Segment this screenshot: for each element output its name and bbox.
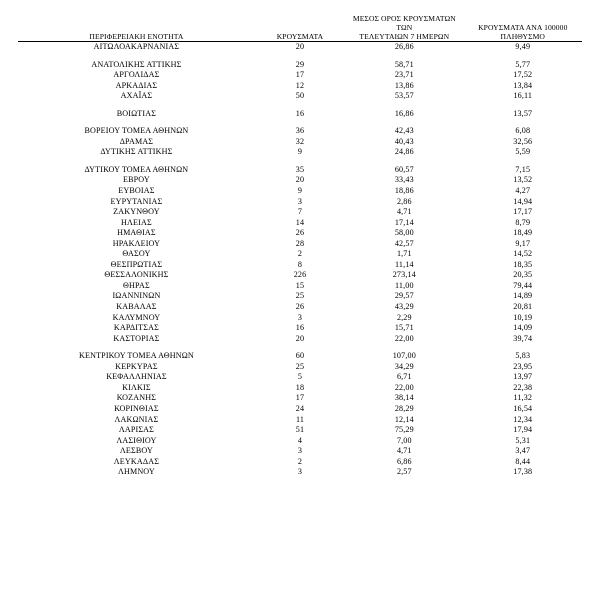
table-row: [18, 351, 582, 362]
cell-region-name: ΙΩΑΝΝΙΝΩΝ: [112, 291, 161, 301]
column-header-per100k-line2: ΠΛΗΘΥΣΜΟ: [500, 32, 546, 41]
table-row: [18, 60, 582, 71]
cell-per100k: 18,49: [513, 228, 533, 238]
cell-region-name: ΑΡΚΑΔΙΑΣ: [115, 80, 158, 90]
cell-cases: 51: [295, 425, 305, 435]
cell-per100k: 5,31: [515, 435, 531, 445]
cell-avg7: 11,00: [394, 280, 414, 290]
table-row: [18, 81, 582, 92]
cell-region-name: ΕΒΡΟΥ: [122, 175, 150, 185]
cell-cases: 18: [295, 382, 305, 392]
cell-cases: 25: [295, 361, 305, 371]
cell-cases: 29: [295, 59, 305, 69]
table-group-spacer: [18, 102, 582, 109]
cell-per100k: 9,17: [515, 238, 531, 248]
table-header-row: [18, 14, 582, 42]
cell-avg7: 18,86: [394, 186, 414, 196]
cell-region-name: ΒΟΙΩΤΙΑΣ: [116, 108, 157, 118]
cell-region-name: ΔΥΤΙΚΟΥ ΤΟΜΕΑ ΑΘΗΝΩΝ: [84, 164, 189, 174]
cell-avg7: 26,86: [345, 42, 463, 53]
column-header-region-label: ΠΕΡΙΦΕΡΕΙΑΚΗ ΕΝΟΤΗΤΑ: [89, 32, 184, 41]
cell-region-name: ΑΧΑΪΑΣ: [120, 91, 153, 101]
cell-cases: 3: [297, 196, 303, 206]
cell-per100k: 12,34: [513, 414, 533, 424]
table-row: [18, 175, 582, 186]
cell-cases: 26: [295, 228, 305, 238]
table-row: [18, 383, 582, 394]
table-row: [18, 239, 582, 250]
cell-cases: 17: [295, 70, 305, 80]
table-row: [18, 467, 582, 478]
table-row: [18, 186, 582, 197]
cell-region-name: ΛΑΣΙΘΙΟΥ: [116, 435, 157, 445]
cell-avg7: 7,00: [396, 435, 412, 445]
cell-per100k: 17,94: [513, 425, 533, 435]
cell-avg7: 24,86: [394, 147, 414, 157]
cell-region-name: ΑΙΤΩΛΟΑΚΑΡΝΑΝΙΑΣ: [18, 42, 255, 53]
cell-region-name: ΗΛΕΙΑΣ: [121, 217, 152, 227]
table-group-spacer: [18, 53, 582, 60]
cell-cases: 60: [295, 351, 305, 361]
table-row: [18, 147, 582, 158]
cell-region-name: ΚΑΛΥΜΝΟΥ: [112, 312, 161, 322]
table-row: [18, 42, 582, 53]
cell-avg7: 6,86: [396, 456, 412, 466]
cell-cases: 24: [295, 403, 305, 413]
cell-cases: 3: [297, 446, 303, 456]
table-row: [18, 270, 582, 281]
table-group-spacer: [18, 158, 582, 165]
cell-per100k: 20,81: [513, 302, 533, 312]
cell-avg7: 2,57: [396, 467, 412, 477]
cell-per100k: 11,32: [513, 393, 533, 403]
cell-cases: 20: [295, 175, 305, 185]
cell-per100k: 8,79: [515, 217, 531, 227]
cell-avg7: 42,57: [394, 238, 414, 248]
table-row: [18, 425, 582, 436]
cell-per100k: 7,15: [515, 164, 531, 174]
cell-avg7: 22,00: [394, 382, 414, 392]
cell-avg7: 34,29: [394, 361, 414, 371]
cell-region-name: ΚΑΣΤΟΡΙΑΣ: [113, 333, 160, 343]
cell-region-name: ΛΗΜΝΟΥ: [117, 467, 155, 477]
table-row: [18, 446, 582, 457]
table-row: [18, 334, 582, 345]
cell-region-name: ΚΕΡΚΥΡΑΣ: [115, 361, 158, 371]
cell-region-name: ΑΡΓΟΛΙΔΑΣ: [113, 70, 160, 80]
cell-per100k: 17,38: [513, 467, 533, 477]
column-header-avg7: [345, 14, 463, 42]
cell-per100k: 23,95: [513, 361, 533, 371]
table-row: [18, 404, 582, 415]
spacer-cell: [18, 119, 582, 126]
table-row: [18, 260, 582, 271]
table-row: [18, 109, 582, 120]
table-row: [18, 362, 582, 373]
cell-avg7: 53,57: [394, 91, 414, 101]
table-header: [18, 14, 582, 42]
table-row: [18, 228, 582, 239]
cell-per100k: 20,35: [513, 270, 533, 280]
cell-cases: 3: [297, 467, 303, 477]
table-row: [18, 70, 582, 81]
column-header-per100k: [464, 14, 582, 42]
cell-per100k: 39,74: [513, 333, 533, 343]
cell-avg7: 43,29: [394, 302, 414, 312]
cell-avg7: 2,29: [396, 312, 412, 322]
cell-region-name: ΖΑΚΥΝΘΟΥ: [113, 207, 160, 217]
column-header-cases-label: ΚΡΟΥΣΜΑΤΑ: [276, 32, 324, 41]
cell-region-name: ΕΥΒΟΙΑΣ: [118, 186, 155, 196]
cell-per100k: 5,83: [515, 351, 531, 361]
cell-per100k: 9,49: [464, 42, 582, 53]
cell-avg7: 29,57: [394, 291, 414, 301]
table-group-spacer: [18, 344, 582, 351]
cell-per100k: 32,56: [513, 136, 533, 146]
cell-region-name: ΚΕΦΑΛΛΗΝΙΑΣ: [106, 372, 167, 382]
cell-avg7: 17,14: [394, 217, 414, 227]
cell-per100k: 5,77: [515, 59, 531, 69]
table-row: [18, 165, 582, 176]
cell-avg7: 22,00: [394, 333, 414, 343]
cell-cases: 3: [297, 312, 303, 322]
cell-region-name: ΚΟΖΑΝΗΣ: [116, 393, 157, 403]
cell-region-name: ΔΡΑΜΑΣ: [119, 136, 154, 146]
cell-region-name: ΘΕΣΠΡΩΤΙΑΣ: [110, 259, 163, 269]
cell-region-name: ΚΙΛΚΙΣ: [122, 382, 151, 392]
cell-avg7: 23,71: [394, 70, 414, 80]
cell-avg7: 60,57: [394, 164, 414, 174]
cell-region-name: ΘΗΡΑΣ: [123, 280, 150, 290]
cell-cases: 36: [295, 126, 305, 136]
cell-cases: 14: [295, 217, 305, 227]
cell-cases: 2: [297, 456, 303, 466]
cell-cases: 11: [295, 414, 305, 424]
cell-cases: 15: [295, 280, 305, 290]
cell-avg7: 107,00: [392, 351, 416, 361]
cell-avg7: 15,71: [394, 323, 414, 333]
cell-per100k: 17,52: [513, 70, 533, 80]
cell-cases: 25: [295, 291, 305, 301]
table-row: [18, 313, 582, 324]
cell-region-name: ΘΑΣΟΥ: [122, 249, 151, 259]
cell-cases: 12: [295, 80, 305, 90]
cell-cases: 16: [295, 108, 305, 118]
cell-cases: 35: [295, 164, 305, 174]
table-row: [18, 436, 582, 447]
cell-cases: 17: [295, 393, 305, 403]
cell-cases: 50: [295, 91, 305, 101]
cell-avg7: 28,29: [394, 403, 414, 413]
table-row: [18, 415, 582, 426]
cell-region-name: ΛΑΡΙΣΑΣ: [118, 425, 155, 435]
cell-per100k: 8,44: [515, 456, 531, 466]
spacer-cell: [18, 53, 582, 60]
cell-region-name: ΛΕΥΚΑΔΑΣ: [113, 456, 160, 466]
cell-per100k: 13,52: [513, 175, 533, 185]
table-row: [18, 126, 582, 137]
cell-cases: 8: [297, 259, 303, 269]
cell-per100k: 13,97: [513, 372, 533, 382]
cell-per100k: 13,84: [513, 80, 533, 90]
cell-region-name: ΚΑΡΔΙΤΣΑΣ: [113, 323, 159, 333]
cell-cases: 5: [297, 372, 303, 382]
cell-region-name: ΚΟΡΙΝΘΙΑΣ: [114, 403, 159, 413]
cell-avg7: 1,71: [396, 249, 412, 259]
cell-avg7: 75,29: [394, 425, 414, 435]
cell-avg7: 58,71: [394, 59, 414, 69]
cell-per100k: 79,44: [513, 280, 533, 290]
cell-avg7: 13,86: [394, 80, 414, 90]
column-header-avg7-line2: ΤΕΛΕΥΤΑΙΩΝ 7 ΗΜΕΡΩΝ: [359, 32, 450, 41]
table-row: [18, 207, 582, 218]
cell-region-name: ΔΥΤΙΚΗΣ ΑΤΤΙΚΗΣ: [100, 147, 173, 157]
table-row: [18, 302, 582, 313]
cell-avg7: 12,14: [394, 414, 414, 424]
cell-cases: 9: [297, 186, 303, 196]
cell-avg7: 33,43: [394, 175, 414, 185]
cell-per100k: 4,27: [515, 186, 531, 196]
column-header-per100k-line1: ΚΡΟΥΣΜΑΤΑ ΑΝΑ 100000: [478, 23, 568, 32]
table-row: [18, 137, 582, 148]
cell-cases: 9: [297, 147, 303, 157]
table-body: [18, 42, 582, 478]
cell-per100k: 16,11: [513, 91, 533, 101]
cell-region-name: ΒΟΡΕΙΟΥ ΤΟΜΕΑ ΑΘΗΝΩΝ: [84, 126, 189, 136]
cell-cases: 2: [297, 249, 303, 259]
spacer-cell: [18, 344, 582, 351]
cell-per100k: 14,89: [513, 291, 533, 301]
cell-cases: 16: [295, 323, 305, 333]
cell-region-name: ΛΑΚΩΝΙΑΣ: [114, 414, 159, 424]
cell-avg7: 16,86: [394, 108, 414, 118]
cell-per100k: 18,35: [513, 259, 533, 269]
cell-cases: 4: [297, 435, 303, 445]
cell-avg7: 4,71: [396, 207, 412, 217]
cell-avg7: 4,71: [396, 446, 412, 456]
cell-region-name: ΗΜΑΘΙΑΣ: [117, 228, 156, 238]
cell-per100k: 10,19: [513, 312, 533, 322]
table-row: [18, 393, 582, 404]
cell-per100k: 13,57: [513, 108, 533, 118]
column-header-avg7-line1: ΜΕΣΟΣ ΟΡΟΣ ΚΡΟΥΣΜΑΤΩΝ ΤΩΝ: [352, 14, 456, 32]
cell-avg7: 38,14: [394, 393, 414, 403]
table-row: [18, 372, 582, 383]
table-row: [18, 457, 582, 468]
cell-avg7: 2,86: [396, 196, 412, 206]
cell-region-name: ΚΕΝΤΡΙΚΟΥ ΤΟΜΕΑ ΑΘΗΝΩΝ: [78, 351, 194, 361]
table-row: [18, 281, 582, 292]
cell-cases: 28: [295, 238, 305, 248]
table-row: [18, 249, 582, 260]
cell-region-name: ΗΡΑΚΛΕΙΟΥ: [112, 238, 161, 248]
cell-per100k: 22,38: [513, 382, 533, 392]
cell-avg7: 40,43: [394, 136, 414, 146]
cell-cases: 32: [295, 136, 305, 146]
table-group-spacer: [18, 119, 582, 126]
cell-region-name: ΛΕΣΒΟΥ: [119, 446, 153, 456]
spacer-cell: [18, 102, 582, 109]
cell-per100k: 5,59: [515, 147, 531, 157]
cell-avg7: 6,71: [396, 372, 412, 382]
cell-region-name: ΘΕΣΣΑΛΟΝΙΚΗΣ: [104, 270, 169, 280]
cell-per100k: 14,52: [513, 249, 533, 259]
column-header-cases: [255, 14, 345, 42]
cell-cases: 20: [255, 42, 345, 53]
cell-avg7: 273,14: [392, 270, 416, 280]
cell-per100k: 6,08: [515, 126, 531, 136]
cell-cases: 20: [295, 333, 305, 343]
cell-region-name: ΑΝΑΤΟΛΙΚΗΣ ΑΤΤΙΚΗΣ: [91, 59, 182, 69]
table-row: [18, 218, 582, 229]
cell-avg7: 42,43: [394, 126, 414, 136]
cell-per100k: 16,54: [513, 403, 533, 413]
cell-cases: 26: [295, 302, 305, 312]
cell-avg7: 58,00: [394, 228, 414, 238]
column-header-region: [18, 14, 255, 42]
cell-per100k: 17,17: [513, 207, 533, 217]
cell-per100k: 3,47: [515, 446, 531, 456]
cell-cases: 7: [297, 207, 303, 217]
cell-region-name: ΕΥΡΥΤΑΝΙΑΣ: [110, 196, 163, 206]
cell-per100k: 14,94: [513, 196, 533, 206]
regional-cases-table: [18, 14, 582, 478]
cell-region-name: ΚΑΒΑΛΑΣ: [116, 302, 157, 312]
cell-avg7: 11,14: [394, 259, 414, 269]
table-row: [18, 291, 582, 302]
table-row: [18, 323, 582, 334]
cell-cases: 226: [293, 270, 307, 280]
table-row: [18, 91, 582, 102]
cell-per100k: 14,09: [513, 323, 533, 333]
spacer-cell: [18, 158, 582, 165]
table-row: [18, 197, 582, 208]
